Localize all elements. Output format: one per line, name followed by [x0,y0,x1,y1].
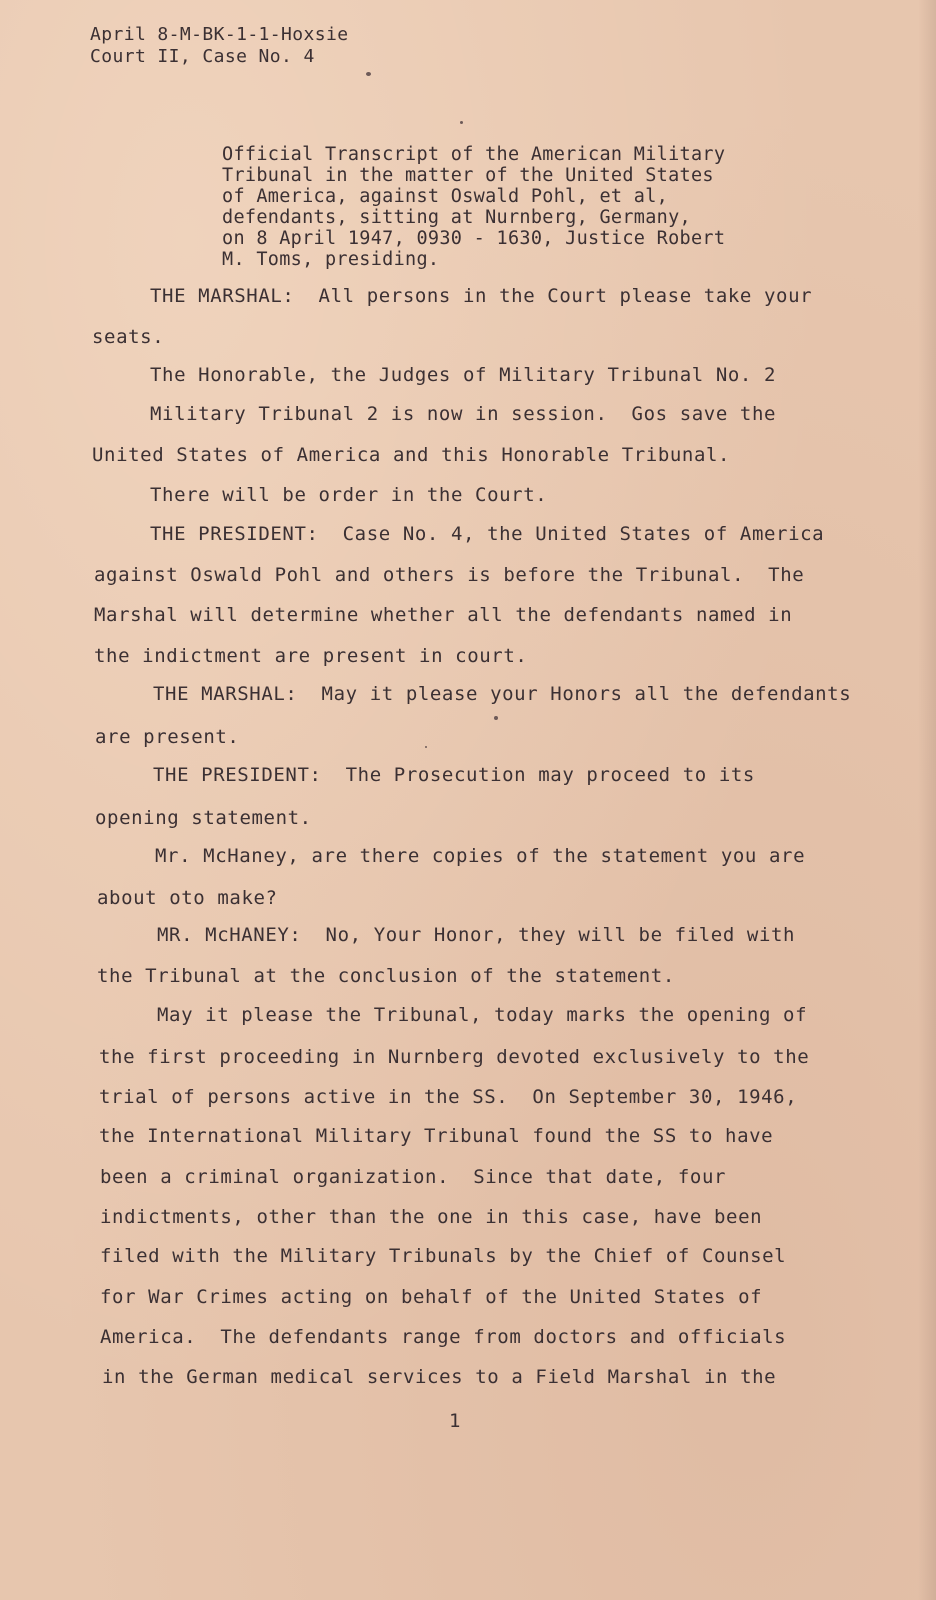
body-line: Marshal will determine whether all the defendants named in [94,604,793,626]
body-line: the International Military Tribunal found the SS to have [99,1125,774,1147]
body-line: indictments, other than the one in this case, have been [100,1206,763,1228]
body-line: America. The defendants range from doctors and officials [100,1326,787,1348]
body-line: THE MARSHAL: All persons in the Court please take your [150,285,813,307]
page-number: 1 [449,1410,461,1432]
ink-speck [460,121,463,124]
body-line: the first proceeding in Nurnberg devoted exclusively to the [99,1046,810,1068]
title-line: defendants, sitting at Nurnberg, Germany, [222,207,691,228]
body-line: THE PRESIDENT: The Prosecution may proceed to its [153,764,755,786]
title-line: M. Toms, presiding. [222,249,440,270]
body-line: for War Crimes acting on behalf of the United States of [100,1286,763,1308]
header-file-reference: April 8-M-BK-1-1-Hoxsie [90,24,349,45]
body-line: THE MARSHAL: May it please your Honors all the defendants [153,683,852,705]
body-line: The Honorable, the Judges of Military Tribunal No. 2 [150,364,777,386]
body-line: the indictment are present in court. [94,645,528,667]
body-line: in the German medical services to a Field Marshal in the [102,1366,777,1388]
title-line: Official Transcript of the American Military [222,144,726,165]
header-court-case: Court II, Case No. 4 [90,46,315,67]
body-line: MR. McHANEY: No, Your Honor, they will be filed with [157,924,796,946]
body-line: seats. [92,326,165,348]
body-line: opening statement. [95,807,312,829]
body-line: against Oswald Pohl and others is before the Tribunal. The [94,564,805,586]
body-line: about oto make? [97,887,278,909]
body-line: There will be order in the Court. [150,484,548,506]
body-line: THE PRESIDENT: Case No. 4, the United States of America [150,523,825,545]
title-line: of America, against Oswald Pohl, et al, [222,186,669,207]
body-line: Military Tribunal 2 is now in session. Gos save the [150,403,777,425]
body-line: trial of persons active in the SS. On September 30, 1946, [99,1086,798,1108]
ink-speck [366,72,371,76]
title-line: Tribunal in the matter of the United States [222,165,714,186]
body-line: Mr. McHaney, are there copies of the statement you are [155,845,806,867]
title-line: on 8 April 1947, 0930 - 1630, Justice Robert [222,228,726,249]
ink-speck [494,716,498,720]
body-line: been a criminal organization. Since that date, four [100,1166,727,1188]
body-line: United States of America and this Honorable Tribunal. [92,444,731,466]
body-line: the Tribunal at the conclusion of the statement. [97,965,675,987]
body-line: are present. [95,726,240,748]
body-line: May it please the Tribunal, today marks the opening of [157,1004,808,1026]
body-line: filed with the Military Tribunals by the Chief of Counsel [100,1245,787,1267]
ink-speck [425,746,427,748]
